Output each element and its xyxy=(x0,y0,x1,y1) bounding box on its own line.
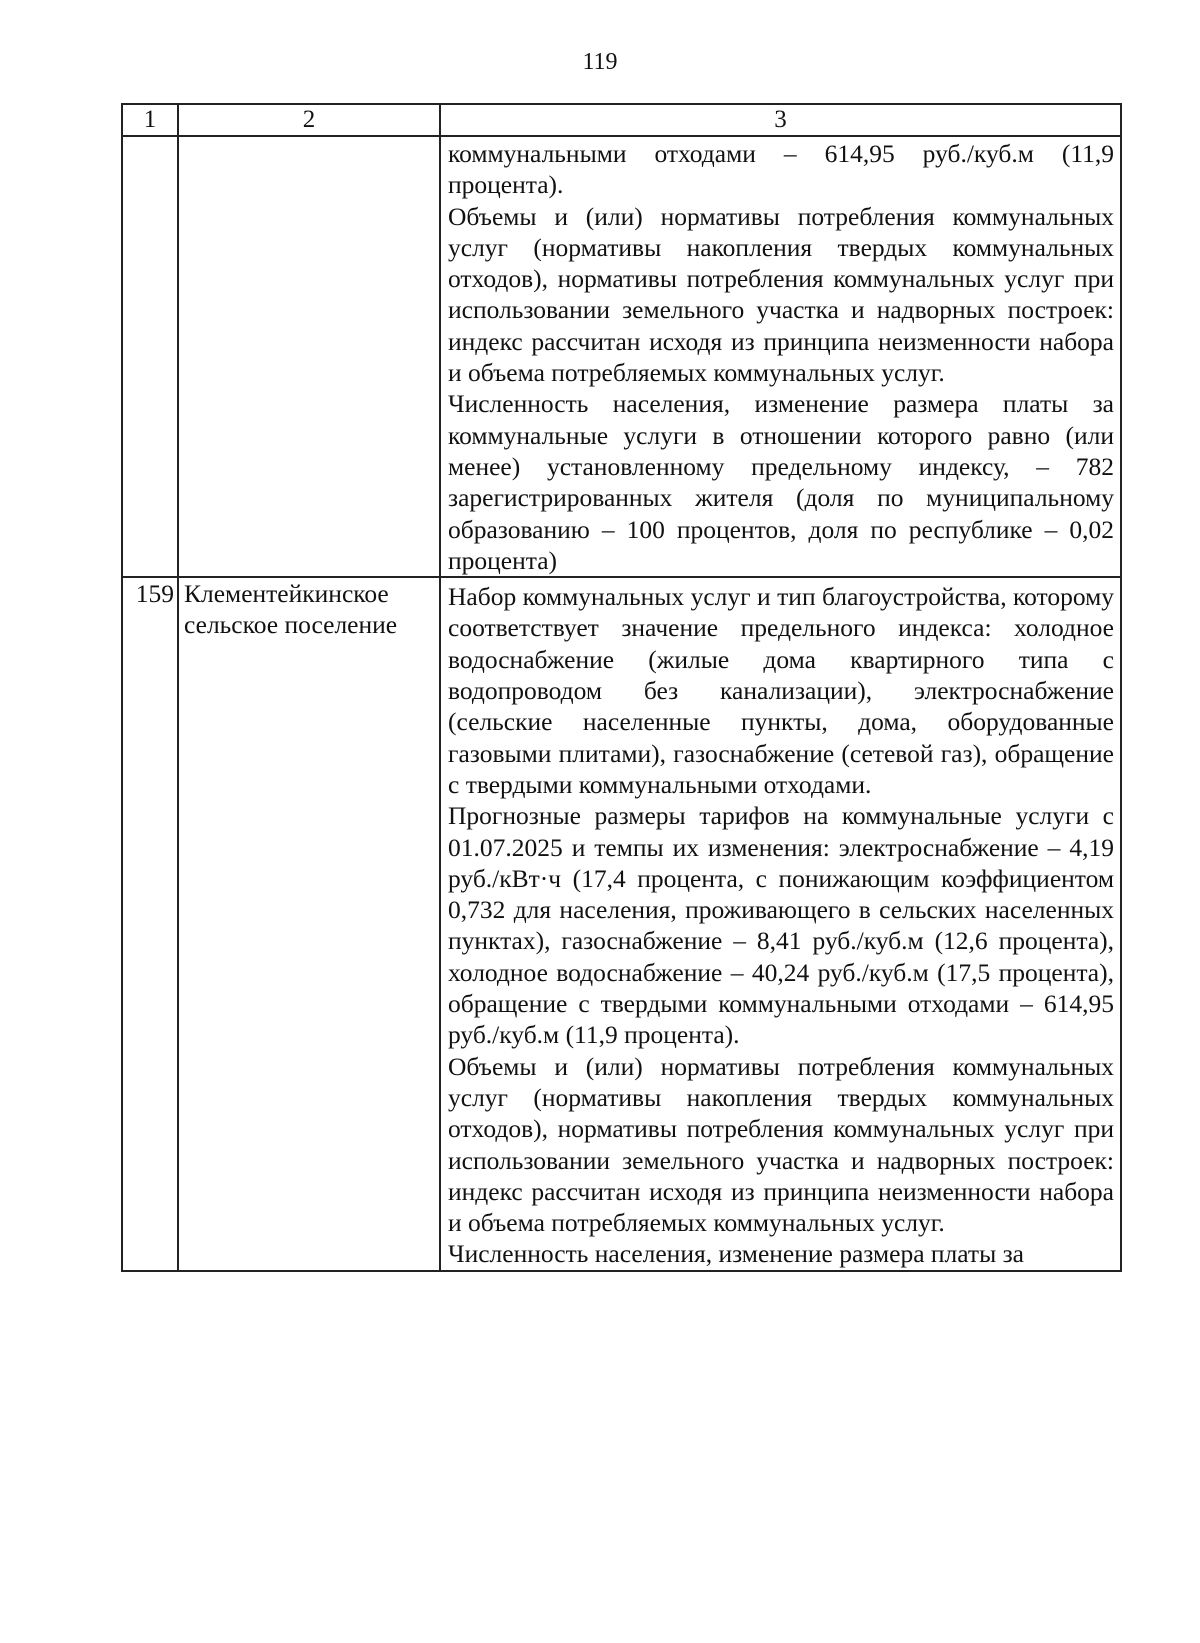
settlement-name xyxy=(178,136,440,577)
page-number: 119 xyxy=(582,49,618,75)
description-cell xyxy=(440,577,1121,1271)
column-header-2: 2 xyxy=(178,104,440,136)
table-row-159 xyxy=(122,577,1121,1271)
settlement-name: Клементейкинское сельское поселение xyxy=(178,577,440,1271)
tariff-table xyxy=(121,103,1122,1272)
paragraph-tko-tariff: коммунальными отходами – 614,95 руб./куб.м (11,9 процента). xyxy=(448,139,1114,200)
column-header-3: 3 xyxy=(440,104,1121,136)
paragraph-volumes: Объемы и (или) нормативы потребления коммунальных услуг (нормативы накопления твердых коммунальных отходов), нормативы потребления коммунальных услуг при использовании земельного участка и надворных построек: индекс рассчитан исходя из принципа неизменности набора и объема потребляемых коммунальных услуг. xyxy=(448,1051,1114,1238)
table-row-continuation xyxy=(122,136,1121,577)
paragraph-volumes: Объемы и (или) нормативы потребления коммунальных услуг (нормативы накопления твердых коммунальных отходов), нормативы потребления коммунальных услуг при использовании земельного участка и надворных построек: индекс рассчитан исходя из принципа неизменности набора и объема потребляемых коммунальных услуг. xyxy=(448,201,1114,388)
row-number xyxy=(122,136,178,577)
paragraph-services-set: Набор коммунальных услуг и тип благоустройства, которому соответствует значение предельного индекса: холодное водоснабжение (жилые дома квартирного типа с водопроводом без канализации), электроснабжение (сельские населенные пункты, дома, оборудованные газовыми плитами), газоснабжение (сетевой газ), обращение с твердыми коммунальными отходами. xyxy=(448,582,1114,799)
row-number: 159 xyxy=(122,577,178,1271)
paragraph-tariffs: Прогнозные размеры тарифов на коммунальные услуги с 01.07.2025 и темпы их изменения: электроснабжение – 4,19 руб./кВт·ч (17,4 процента, с понижающим коэффициентом 0,732 для населения, проживающего в сельских населенных пунктах), газоснабжение – 8,41 руб./куб.м (12,6 процента), холодное водоснабжение – 40,24 руб./куб.м (17,5 процента), обращение с твердыми коммунальными отходами – 614,95 руб./куб.м (11,9 процента). xyxy=(448,801,1114,1050)
paragraph-population: Численность населения, изменение размера платы за xyxy=(448,1239,1024,1269)
table-header-row xyxy=(122,104,1121,136)
description-cell xyxy=(440,136,1121,577)
paragraph-population: Численность населения, изменение размера платы за коммунальные услуги в отношении которого равно (или менее) установленному предельному индексу, – 782 зарегистрированных жителя (доля по муниципальному образованию – 100 процентов, доля по республике – 0,02 процента) xyxy=(448,389,1114,575)
column-header-1: 1 xyxy=(122,104,178,136)
